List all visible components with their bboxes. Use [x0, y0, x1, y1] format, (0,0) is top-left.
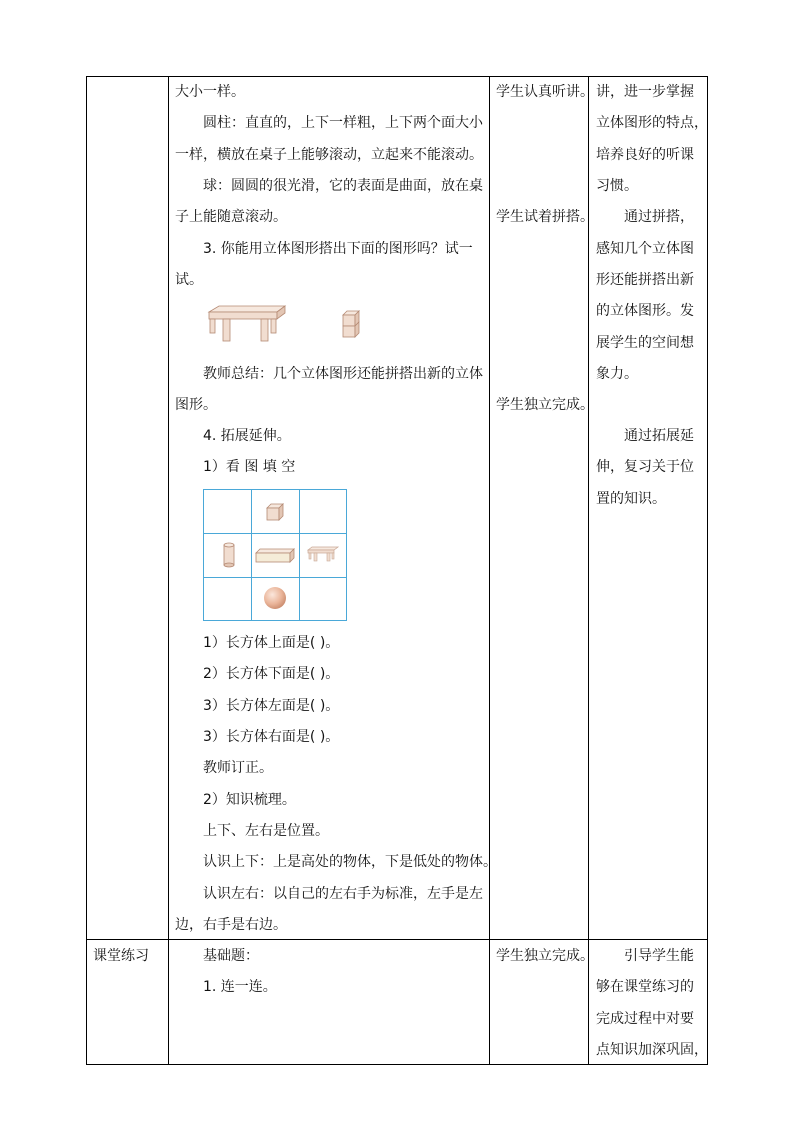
- intent-line: 完成过程中对要: [596, 1011, 694, 1027]
- table-shape-illustration: [207, 304, 287, 344]
- cube-icon: [265, 502, 285, 522]
- main-line: 上下、左右是位置。: [203, 823, 329, 839]
- intent-line: 感知几个立体图: [596, 241, 694, 257]
- intent-line: 展学生的空间想: [596, 335, 694, 351]
- intent-line: 置的知识。: [596, 491, 666, 507]
- intent-line: 引导学生能: [624, 948, 694, 964]
- main-line: 4. 拓展延伸。: [203, 428, 291, 444]
- main-line: 图形。: [175, 397, 217, 413]
- student-activity: 学生独立完成。: [496, 397, 594, 413]
- intent-line: 点知识加深巩固，: [596, 1042, 708, 1058]
- main-line: 2）长方体下面是( )。: [203, 666, 340, 682]
- main-line: 3）长方体右面是( )。: [203, 729, 340, 745]
- intent-line: 习惯。: [596, 178, 638, 194]
- intent-line: 够在课堂练习的: [596, 979, 694, 995]
- main-line: 1）长方体上面是( )。: [203, 635, 340, 651]
- table-bottom-border: [86, 1064, 708, 1065]
- main-line: 一样，横放在桌子上能够滚动，立起来不能滚动。: [175, 147, 483, 163]
- intent-line: 通过拼搭，: [624, 209, 694, 225]
- main-line: 球：圆圆的很光滑，它的表面是曲面，放在桌: [203, 178, 483, 194]
- intent-line: 通过拓展延: [624, 428, 694, 444]
- practice-line: 1. 连一连。: [203, 979, 277, 995]
- intent-line: 立体图形的特点，: [596, 115, 708, 131]
- main-line: 子上能随意滚动。: [175, 209, 287, 225]
- practice-line: 基础题：: [203, 948, 259, 964]
- table-right-border: [707, 76, 708, 1065]
- stacked-cubes-illustration: [341, 310, 361, 340]
- student-activity: 学生试着拼搭。: [496, 209, 594, 225]
- main-line: 圆柱：直直的，上下一样粗，上下两个面大小: [203, 115, 483, 131]
- main-line: 3. 你能用立体图形搭出下面的图形吗？试一: [203, 241, 473, 257]
- main-line: 认识左右：以自己的左右手为标准，左手是左: [203, 886, 483, 902]
- cuboid-icon: [254, 548, 296, 564]
- intent-line: 形还能拼搭出新: [596, 272, 694, 288]
- main-line: 1）看 图 填 空: [203, 459, 296, 475]
- intent-line: 伸，复习关于位: [596, 459, 694, 475]
- intent-line: 培养良好的听课: [596, 147, 694, 163]
- column-divider-2: [489, 76, 490, 1065]
- student-activity: 学生独立完成。: [496, 948, 594, 964]
- main-line: 2）知识梳理。: [203, 792, 296, 808]
- intent-line: 象力。: [596, 366, 638, 382]
- table-left-border: [86, 76, 87, 1065]
- main-line: 教师订正。: [203, 760, 273, 776]
- intent-line: 讲，进一步掌握: [596, 84, 694, 100]
- main-line: 教师总结：几个立体图形还能拼搭出新的立体: [203, 366, 483, 382]
- main-line: 试。: [175, 272, 203, 288]
- sphere-icon: [262, 585, 288, 611]
- column-divider-1: [168, 76, 169, 1065]
- main-line: 大小一样。: [175, 84, 245, 100]
- row-divider: [86, 939, 708, 940]
- section-label: 课堂练习: [93, 948, 149, 964]
- cylinder-icon: [222, 542, 236, 568]
- table-top-border: [86, 76, 708, 77]
- main-line: 3）长方体左面是( )。: [203, 698, 340, 714]
- main-line: 边，右手是右边。: [175, 917, 287, 933]
- student-activity: 学生认真听讲。: [496, 84, 594, 100]
- intent-line: 的立体图形。发: [596, 303, 694, 319]
- main-line: 认识上下：上是高处的物体，下是低处的物体。: [203, 854, 497, 870]
- small-table-icon: [307, 546, 339, 562]
- position-grid: [203, 489, 347, 621]
